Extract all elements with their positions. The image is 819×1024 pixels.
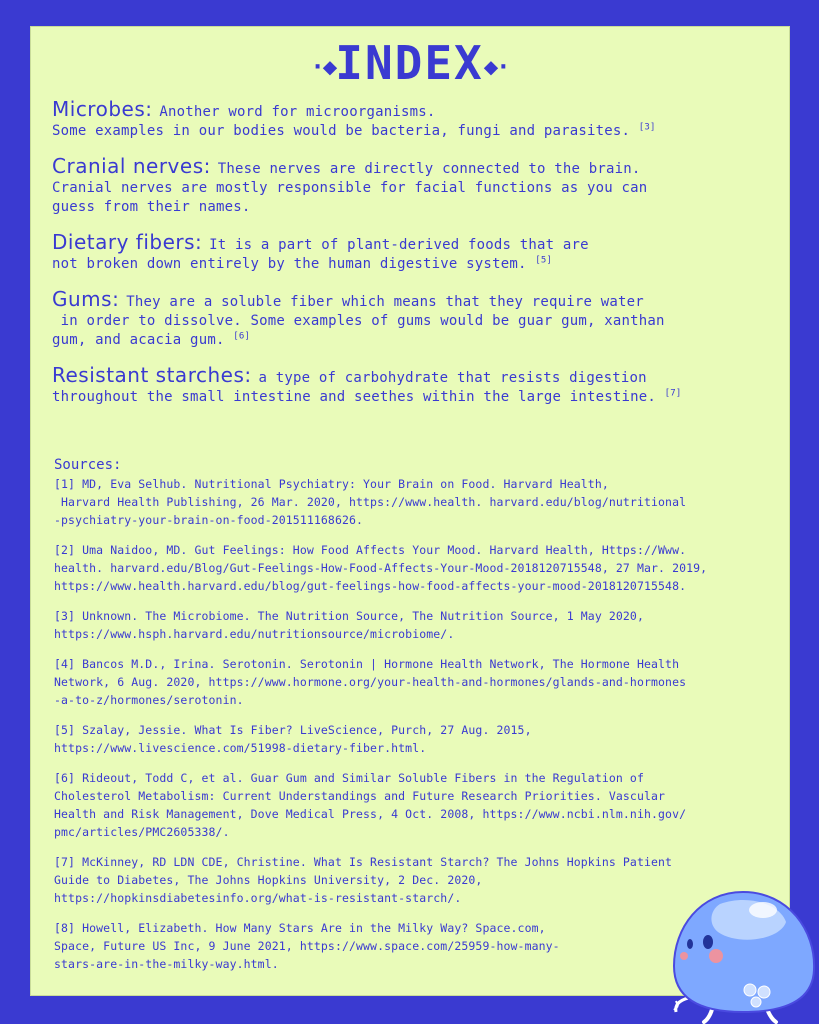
reference-line: https://www.health.harvard.edu/blog/gut-feelings-how-food-affects-your-mood-2018120715548.: [54, 579, 687, 593]
reference-line: [5] Szalay, Jessie. What Is Fiber? LiveScience, Purch, 27 Aug. 2015,: [54, 723, 532, 737]
title-deco-right: ◆·: [483, 52, 509, 81]
reference-item: [54, 769, 764, 841]
definition-line: in order to dissolve. Some examples of gums would be guar gum, xanthan: [52, 313, 665, 329]
citation-marker: [7]: [664, 388, 682, 399]
glossary-term: Resistant starches: [52, 363, 245, 387]
reference-line: https://hopkinsdiabetesinfo.org/what-is-resistant-starch/.: [54, 891, 462, 905]
sources-section: [54, 457, 764, 985]
reference-item: [54, 721, 764, 757]
glossary-entry: [52, 230, 772, 274]
reference-line: -a-to-z/hormones/serotonin.: [54, 693, 244, 707]
reference-item: [54, 655, 764, 709]
blue-blob-character-icon: [668, 880, 819, 1024]
references-list: [54, 475, 764, 973]
glossary-term: Cranial nerves: [52, 154, 204, 178]
reference-line: Space, Future US Inc, 9 June 2021, https://www.space.com/25959-how-many-: [54, 939, 560, 953]
reference-line: https://www.livescience.com/51998-dietary-fiber.html.: [54, 741, 427, 755]
term-colon: :: [195, 230, 210, 254]
citation-marker: [6]: [233, 331, 251, 342]
definition-line: throughout the small intestine and seethes within the large intestine.: [52, 389, 657, 405]
reference-line: Network, 6 Aug. 2020, https://www.hormone.org/your-health-and-hormones/glands-and-hormones: [54, 675, 687, 689]
definition-line: not broken down entirely by the human digestive system.: [52, 256, 527, 272]
reference-line: pmc/articles/PMC2605338/.: [54, 825, 230, 839]
definition-line: These nerves are directly connected to the brain.: [217, 161, 641, 177]
reference-line: -psychiatry-your-brain-on-food-201511168626.: [54, 513, 364, 527]
reference-line: Guide to Diabetes, The Johns Hopkins University, 2 Dec. 2020,: [54, 873, 483, 887]
definition-line: guess from their names.: [52, 199, 251, 215]
title-deco-left: ·◆: [310, 52, 336, 81]
reference-line: [4] Bancos M.D., Irina. Serotonin. Serotonin | Hormone Health Network, The Hormone Health: [54, 657, 680, 671]
definition-line: a type of carbohydrate that resists digestion: [258, 370, 647, 386]
definition-line: Cranial nerves are mostly responsible for facial functions as you can: [52, 180, 648, 196]
reference-line: health. harvard.edu/Blog/Gut-Feelings-How-Food-Affects-Your-Mood-2018120715548, 27 Mar. 2019,: [54, 561, 708, 575]
reference-line: Cholesterol Metabolism: Current Understandings and Future Research Priorities. Vascular: [54, 789, 666, 803]
glossary-entry: [52, 154, 772, 217]
glossary: [52, 97, 772, 423]
reference-line: [3] Unknown. The Microbiome. The Nutrition Source, The Nutrition Source, 1 May 2020,: [54, 609, 644, 623]
term-colon: :: [112, 287, 127, 311]
reference-line: [8] Howell, Elizabeth. How Many Stars Are in the Milky Way? Space.com,: [54, 921, 546, 935]
page-title: [0, 36, 819, 90]
definition-line: gum, and acacia gum.: [52, 332, 225, 348]
definition-line: It is a part of plant-derived foods that are: [209, 237, 589, 253]
definition-line: Some examples in our bodies would be bacteria, fungi and parasites.: [52, 123, 631, 139]
glossary-entry: [52, 97, 772, 141]
reference-line: [7] McKinney, RD LDN CDE, Christine. What Is Resistant Starch? The Johns Hopkins Patient: [54, 855, 673, 869]
reference-line: stars-are-in-the-milky-way.html.: [54, 957, 279, 971]
reference-line: [1] MD, Eva Selhub. Nutritional Psychiatry: Your Brain on Food. Harvard Health,: [54, 477, 609, 491]
reference-line: Harvard Health Publishing, 26 Mar. 2020, https://www.health. harvard.edu/blog/nutritional: [54, 495, 687, 509]
reference-item: [54, 541, 764, 595]
citation-marker: [3]: [638, 122, 656, 133]
term-colon: :: [145, 97, 160, 121]
reference-line: [2] Uma Naidoo, MD. Gut Feelings: How Food Affects Your Mood. Harvard Health, Https://Www.: [54, 543, 687, 557]
glossary-term: Microbes: [52, 97, 146, 121]
glossary-entry: [52, 363, 772, 407]
term-colon: :: [203, 154, 218, 178]
reference-line: Health and Risk Management, Dove Medical Press, 4 Oct. 2008, https://www.ncbi.nlm.nih.gov/: [54, 807, 687, 821]
glossary-term: Dietary fibers: [52, 230, 196, 254]
reference-item: [54, 853, 764, 907]
glossary-entry: [52, 287, 772, 350]
term-colon: :: [244, 363, 259, 387]
citation-marker: [5]: [535, 255, 553, 266]
title-text: INDEX: [335, 36, 484, 90]
sources-heading: Sources:: [54, 457, 122, 473]
reference-item: [54, 919, 764, 973]
reference-line: https://www.hsph.harvard.edu/nutritionsource/microbiome/.: [54, 627, 455, 641]
reference-item: [54, 607, 764, 643]
reference-item: [54, 475, 764, 529]
definition-line: Another word for microorganisms.: [159, 104, 436, 120]
definition-line: They are a soluble fiber which means that they require water: [126, 294, 644, 310]
glossary-term: Gums: [52, 287, 113, 311]
reference-line: [6] Rideout, Todd C, et al. Guar Gum and Similar Soluble Fibers in the Regulation of: [54, 771, 644, 785]
